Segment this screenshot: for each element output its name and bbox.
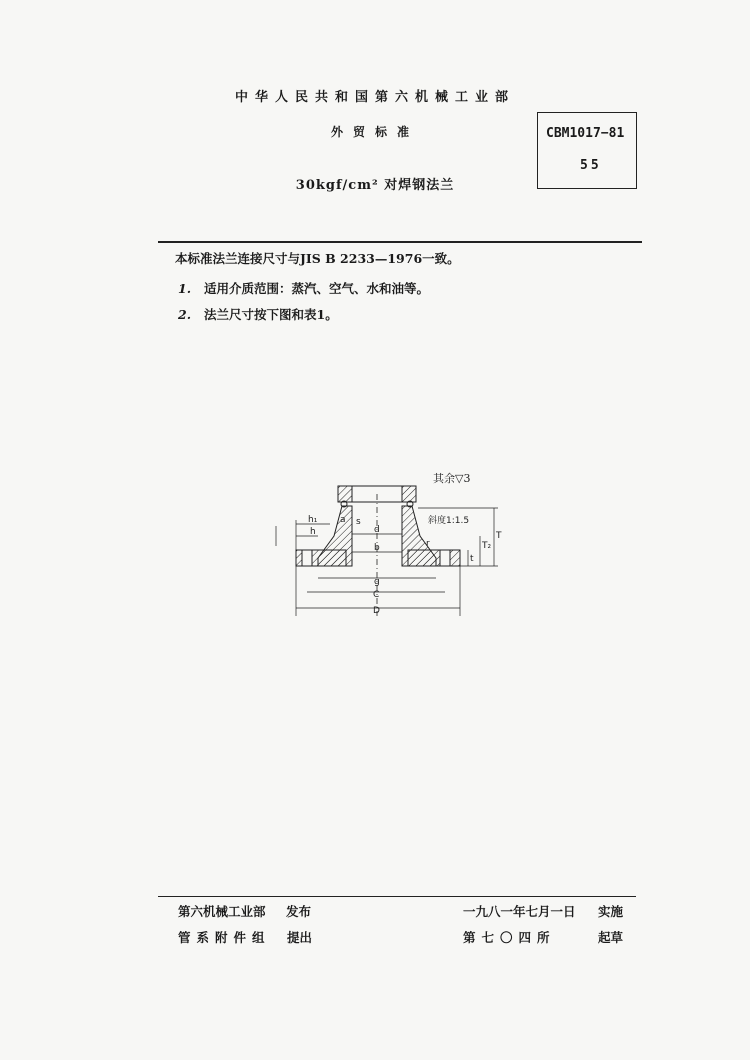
slope-label: 斜度1:1.5 (428, 516, 470, 526)
label-T: T (496, 531, 502, 541)
header-divider (158, 241, 642, 243)
surface-finish-note: 其余▽3 (433, 472, 471, 485)
proposer-action: 提出 (287, 930, 313, 945)
flange-plate-right (408, 550, 460, 566)
label-s: s (356, 517, 361, 527)
intro-text: 本标准法兰连接尺寸与JIS B 2233—1976一致。 (175, 251, 460, 266)
flange-drawing (268, 466, 508, 626)
standard-category: 外贸标准 (330, 125, 419, 139)
item-text: 适用介质范围：蒸汽、空气、水和油等。 (204, 281, 430, 296)
label-d-outer: D (373, 606, 380, 616)
label-h1: h₁ (308, 515, 318, 525)
bolt-hole-left (302, 550, 312, 566)
label-t: t (470, 554, 474, 564)
bolt-hole-right (440, 550, 450, 566)
date-action: 实施 (598, 904, 624, 919)
standard-code: CBM1017−81 (546, 126, 625, 141)
issuer-action: 发布 (286, 904, 312, 919)
label-t2: T₂ (482, 541, 492, 551)
label-d: d (374, 525, 380, 535)
implementation-date: 一九八一年七月一日 (463, 904, 576, 919)
ministry-heading: 中华人民共和国第六机械工业部 (234, 90, 515, 105)
list-item (178, 305, 338, 323)
issuer-org: 第六机械工业部 (178, 904, 266, 919)
proposer-org: 管系附件组 (178, 930, 271, 945)
item-text: 法兰尺寸按下图和表1。 (204, 307, 338, 322)
list-item (178, 279, 429, 297)
item-number: 1. (178, 281, 192, 296)
item-number: 2. (178, 307, 192, 322)
label-r: r (426, 539, 430, 549)
label-h: h (310, 527, 316, 537)
drafter-action: 起草 (598, 930, 624, 945)
label-a: a (340, 515, 346, 525)
label-b: b (374, 543, 380, 553)
document-title: 30kgf/cm² 对焊钢法兰 (295, 178, 455, 193)
footer-divider (158, 896, 636, 897)
page-number: 55 (580, 158, 602, 173)
label-c: C (373, 590, 380, 600)
standard-code-box (537, 112, 637, 189)
label-g: g (374, 577, 380, 587)
drafter-org: 第七〇四所 (463, 930, 556, 945)
